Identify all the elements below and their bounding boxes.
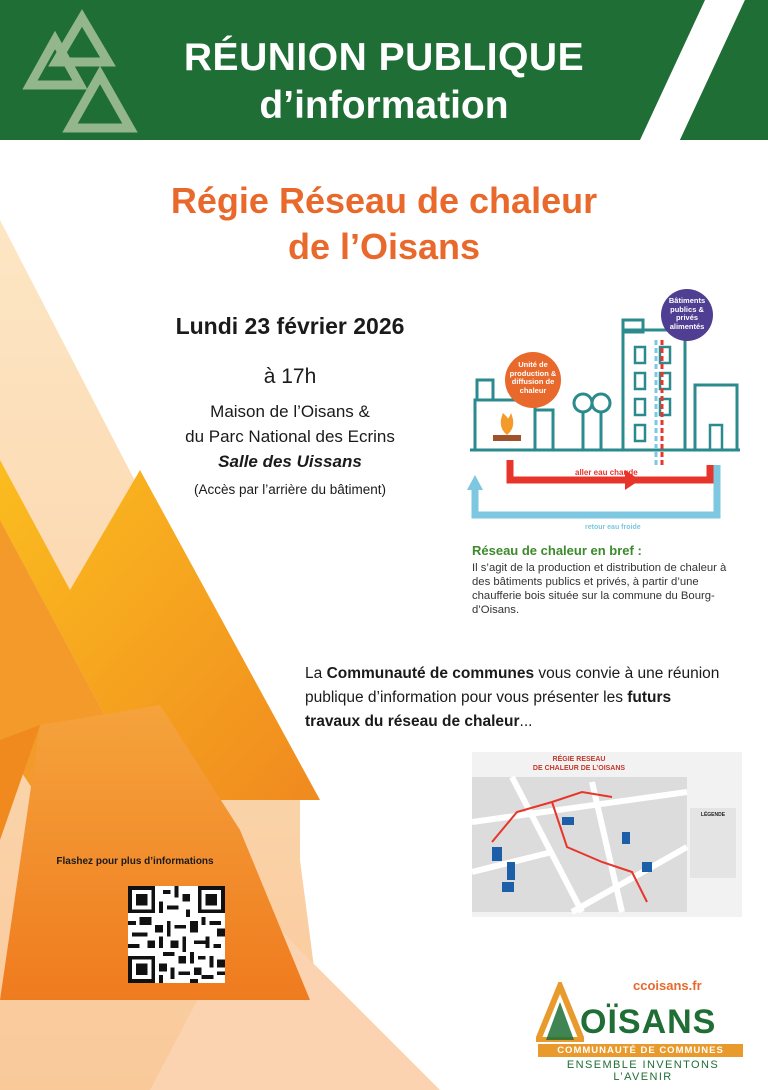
event-place-line-1: Maison de l’Oisans &: [210, 402, 370, 421]
event-time: à 17h: [263, 365, 317, 388]
invite-bold-1: Communauté de communes: [326, 665, 535, 682]
event-date: Lundi 23 février 2026: [175, 313, 405, 339]
qr-caption: Flashez pour plus d’informations: [56, 856, 214, 867]
subtitle-line-1: Régie Réseau de chaleur: [170, 180, 598, 221]
diagram-illustration: [455, 285, 755, 535]
invite-text-4: ...: [519, 713, 533, 730]
logo-slogan: ENSEMBLE INVENTONS L’AVENIR: [566, 1059, 720, 1083]
qr-code-icon: [128, 886, 225, 983]
unit-label: Unité de production & diffusion de chaleur: [509, 360, 557, 395]
subtitle-line-2: de l’Oisans: [287, 226, 481, 267]
map-title-line-1: RÉGIE RESEAU: [552, 756, 606, 763]
oisans-logo-icon: [536, 982, 584, 1042]
buildings-label: Bâtiments publics & privés alimentés: [668, 296, 706, 331]
hot-water-label: aller eau chaude: [575, 468, 638, 477]
cold-water-label: retour eau froide: [585, 524, 641, 531]
brief-text: Il s’agit de la production et distribution de chaleur à des bâtiments publics et privés, à partir d’une chaufferie bois située sur la commune du Bourg-d’Oisans.: [472, 562, 727, 616]
invite-bold-2: futurs travaux du réseau de: [305, 689, 672, 730]
invite-text-2: vous convie à une réunion publique d’information pour vous présenter les: [305, 665, 720, 706]
brief-title: Réseau de chaleur en bref :: [472, 543, 642, 558]
invitation-paragraph: [305, 662, 725, 734]
header-banner: [0, 0, 768, 140]
event-room: Salle des Uissans: [218, 452, 362, 471]
title-line-1: RÉUNION PUBLIQUE: [183, 36, 585, 79]
title-line-2: d’information: [259, 84, 509, 127]
event-access: (Accès par l’arrière du bâtiment): [193, 482, 387, 497]
event-place-line-2: du Parc National des Ecrins: [185, 427, 395, 446]
map-legend: [690, 808, 736, 878]
website-link[interactable]: ccoisans.fr: [633, 978, 702, 993]
logo-bar-text: COMMUNAUTÉ DE COMMUNES: [557, 1045, 724, 1056]
map-legend-title: LÉGENDE: [700, 812, 726, 818]
map-title-line-2: DE CHALEUR DE L’OISANS: [532, 765, 626, 772]
heating-network-diagram: [455, 285, 755, 535]
invite-text-1: La: [305, 665, 327, 682]
qr-code[interactable]: [128, 886, 225, 983]
logo-wordmark: OÏSANS: [580, 1003, 717, 1041]
invite-bold-3: chaleur: [464, 713, 520, 730]
